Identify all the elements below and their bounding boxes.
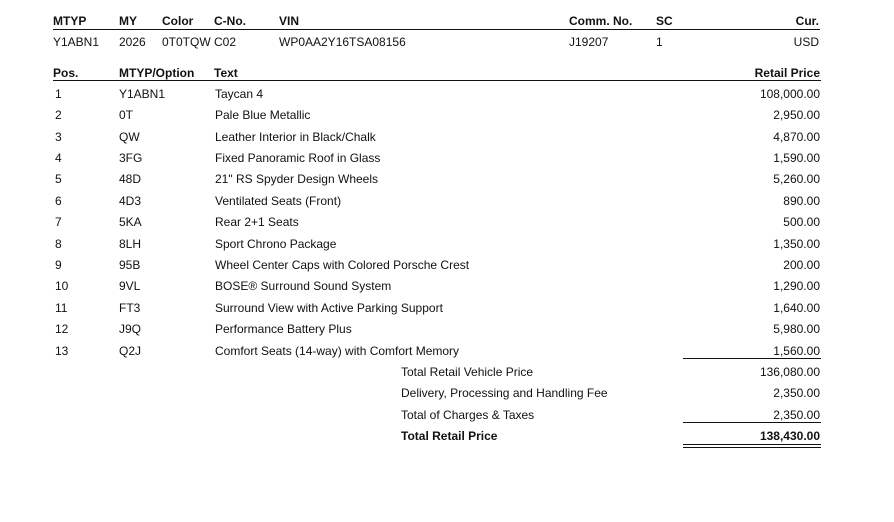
table-row bbox=[0, 256, 894, 274]
c-no-value: C02 bbox=[214, 35, 237, 49]
table-row bbox=[0, 320, 894, 338]
table-row bbox=[0, 106, 894, 124]
delivery-fee-row bbox=[0, 384, 894, 402]
row-option-code: 8LH bbox=[119, 237, 142, 251]
table-row bbox=[0, 192, 894, 210]
vin-value: WP0AA2Y16TSA08156 bbox=[279, 35, 406, 49]
model-year-label: MY bbox=[119, 14, 137, 28]
grand-total-double-rule-top bbox=[683, 444, 821, 445]
row-option-code: 5KA bbox=[119, 215, 142, 229]
sc-value: 1 bbox=[656, 35, 663, 49]
comm-no-value: J19207 bbox=[569, 35, 609, 49]
row-pos: 5 bbox=[55, 172, 62, 186]
row-pos: 7 bbox=[55, 215, 62, 229]
row-description: Comfort Seats (14-way) with Comfort Memory bbox=[215, 344, 460, 358]
pos-column-header: Pos. bbox=[53, 66, 79, 80]
charges-taxes-label: Total of Charges & Taxes bbox=[401, 408, 535, 422]
row-price: 1,590.00 bbox=[773, 151, 820, 165]
total-retail-price-value: 138,430.00 bbox=[759, 429, 820, 443]
row-description: Fixed Panoramic Roof in Glass bbox=[215, 151, 381, 165]
price-column-header: Retail Price bbox=[754, 66, 820, 80]
row-option-code: 48D bbox=[119, 172, 142, 186]
row-price: 4,870.00 bbox=[773, 130, 820, 144]
vin-label: VIN bbox=[279, 14, 300, 28]
color-label: Color bbox=[162, 14, 194, 28]
row-description: 21" RS Spyder Design Wheels bbox=[215, 172, 379, 186]
header-values-row bbox=[0, 33, 894, 51]
total-vehicle-price-value: 136,080.00 bbox=[759, 365, 820, 379]
delivery-fee-value: 2,350.00 bbox=[773, 386, 820, 400]
color-value: 0T0TQW bbox=[162, 35, 211, 49]
row-description: Performance Battery Plus bbox=[215, 322, 352, 336]
header-rule bbox=[53, 29, 820, 30]
total-retail-price-label: Total Retail Price bbox=[401, 429, 498, 443]
row-price: 200.00 bbox=[783, 258, 820, 272]
row-description: Taycan 4 bbox=[215, 87, 264, 101]
row-pos: 2 bbox=[55, 108, 62, 122]
row-price: 1,350.00 bbox=[773, 237, 820, 251]
mtyp-value: Y1ABN1 bbox=[53, 35, 100, 49]
row-pos: 12 bbox=[55, 322, 69, 336]
row-option-code: Y1ABN1 bbox=[119, 87, 166, 101]
total-vehicle-price-label: Total Retail Vehicle Price bbox=[401, 365, 534, 379]
row-option-code: 95B bbox=[119, 258, 141, 272]
delivery-fee-label: Delivery, Processing and Handling Fee bbox=[401, 386, 608, 400]
row-price: 5,260.00 bbox=[773, 172, 820, 186]
mtyp-label: MTYP bbox=[53, 14, 87, 28]
row-price: 1,640.00 bbox=[773, 301, 820, 315]
table-row bbox=[0, 170, 894, 188]
table-row bbox=[0, 213, 894, 231]
row-option-code: FT3 bbox=[119, 301, 141, 315]
charges-taxes-value: 2,350.00 bbox=[773, 408, 820, 422]
row-pos: 3 bbox=[55, 130, 62, 144]
row-option-code: Q2J bbox=[119, 344, 142, 358]
row-option-code: 4D3 bbox=[119, 194, 142, 208]
total-retail-price-row bbox=[0, 427, 894, 445]
row-pos: 8 bbox=[55, 237, 62, 251]
row-description: Sport Chrono Package bbox=[215, 237, 337, 251]
row-option-code: 3FG bbox=[119, 151, 143, 165]
currency-value: USD bbox=[793, 35, 819, 49]
table-row bbox=[0, 149, 894, 167]
row-price: 5,980.00 bbox=[773, 322, 820, 336]
text-column-header: Text bbox=[214, 66, 238, 80]
row-description: Wheel Center Caps with Colored Porsche Crest bbox=[215, 258, 470, 272]
row-price: 1,560.00 bbox=[773, 344, 820, 358]
charges-subtotal-rule bbox=[683, 422, 821, 423]
row-option-code: J9Q bbox=[119, 322, 142, 336]
sc-label: SC bbox=[656, 14, 673, 28]
commission-c-no-label: C-No. bbox=[214, 14, 246, 28]
table-header-rule bbox=[53, 80, 821, 81]
table-row bbox=[0, 128, 894, 146]
table-row bbox=[0, 299, 894, 317]
table-row bbox=[0, 235, 894, 253]
row-pos: 4 bbox=[55, 151, 62, 165]
header-labels-row bbox=[0, 12, 894, 30]
row-pos: 1 bbox=[55, 87, 62, 101]
row-price: 108,000.00 bbox=[759, 87, 820, 101]
currency-label: Cur. bbox=[795, 14, 819, 28]
row-option-code: 9VL bbox=[119, 279, 141, 293]
table-row bbox=[0, 277, 894, 295]
row-pos: 9 bbox=[55, 258, 62, 272]
row-description: Rear 2+1 Seats bbox=[215, 215, 299, 229]
row-pos: 10 bbox=[55, 279, 69, 293]
row-description: Pale Blue Metallic bbox=[215, 108, 311, 122]
row-pos: 6 bbox=[55, 194, 62, 208]
row-description: Ventilated Seats (Front) bbox=[215, 194, 342, 208]
table-row bbox=[0, 85, 894, 103]
row-price: 890.00 bbox=[783, 194, 820, 208]
row-option-code: 0T bbox=[119, 108, 134, 122]
option-column-header: MTYP/Option bbox=[119, 66, 195, 80]
comm-no-label: Comm. No. bbox=[569, 14, 633, 28]
row-price: 500.00 bbox=[783, 215, 820, 229]
row-price: 1,290.00 bbox=[773, 279, 820, 293]
options-subtotal-rule bbox=[683, 358, 821, 359]
grand-total-double-rule-bottom bbox=[683, 447, 821, 448]
row-description: BOSE® Surround Sound System bbox=[215, 279, 392, 293]
row-pos: 13 bbox=[55, 344, 69, 358]
row-price: 2,950.00 bbox=[773, 108, 820, 122]
row-option-code: QW bbox=[119, 130, 140, 144]
total-vehicle-price-row bbox=[0, 363, 894, 381]
model-year-value: 2026 bbox=[119, 35, 146, 49]
row-pos: 11 bbox=[55, 301, 68, 315]
row-description: Surround View with Active Parking Support bbox=[215, 301, 443, 315]
row-description: Leather Interior in Black/Chalk bbox=[215, 130, 376, 144]
